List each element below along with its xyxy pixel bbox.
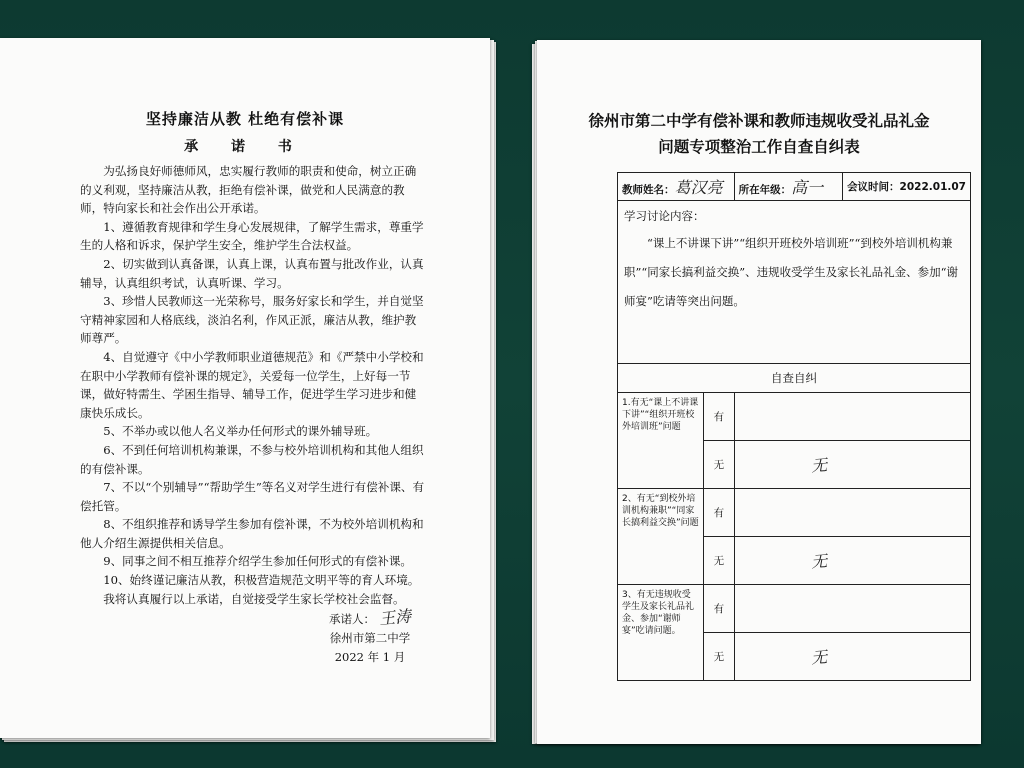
letter-paragraph: 10、始终谨记廉洁从教，积极营造规范文明平等的育人环境。 — [103, 573, 420, 588]
grade-label: 所在年级： — [738, 184, 792, 196]
letter-paragraph: 8、不组织推荐和诱导学生参加有偿补课，不为校外培训机构和他人介绍生源提供相关信息。 — [80, 517, 424, 550]
commitment-letter — [0, 38, 490, 738]
question-text: 1.有无“课上不讲课下讲”“组织开班校外培训班”问题 — [618, 393, 704, 489]
discussion-cell — [618, 201, 971, 364]
grade-value: 高一 — [791, 178, 824, 197]
letter-paragraph: 6、不到任何培训机构兼课，不参与校外培训机构和其他人组织的有偿补课。 — [80, 442, 424, 476]
letter-paragraph: 1、遵循教育规律和学生身心发展规律，了解学生需求，尊重学生的人格和诉求，保护学生安全，维护学生合法权益。 — [80, 219, 424, 253]
yes-label: 有 — [704, 585, 735, 633]
no-answer-handwritten: 无 — [810, 455, 828, 476]
signer-line — [300, 608, 440, 629]
question-row — [618, 489, 971, 537]
teacher-name-label: 教师姓名： — [622, 184, 675, 196]
school-name: 徐州市第二中学 — [329, 631, 411, 645]
question-row — [618, 585, 971, 633]
meeting-time-cell — [843, 173, 971, 201]
letter-paragraph: 3、珍惜人民教师这一光荣称号，服务好家长和学生，并自觉坚守精神家园和人格底线，淡泊名利，作风正派，廉洁从教，维护教师尊严。 — [80, 294, 424, 346]
discussion-text: “课上不讲课下讲”“组织开班校外培训班”“到校外培训机构兼职”“同家长搞利益交换”、违规收受学生及家长礼品礼金、参加“谢师宴”吃请等突出问题。 — [624, 236, 959, 308]
discussion-row — [618, 201, 971, 364]
discussion-label: 学习讨论内容： — [624, 209, 705, 223]
no-label: 无 — [704, 441, 735, 489]
yes-answer-cell — [734, 585, 970, 633]
yes-answer-cell — [734, 489, 970, 537]
letter-subtitle: 承 诺 书 — [184, 139, 306, 155]
commitment-letter-stack — [0, 38, 496, 744]
question-text: 2、有无“到校外培训机构兼职”“同家长搞利益交换”问题 — [618, 489, 704, 585]
teacher-name-value: 葛汉亮 — [674, 178, 723, 197]
signer-label: 承诺人： — [328, 612, 375, 626]
no-answer-cell — [734, 441, 970, 489]
yes-label: 有 — [704, 489, 735, 537]
no-answer-cell — [734, 633, 970, 681]
question-row — [618, 393, 971, 441]
letter-paragraph: 5、不举办或以他人名义举办任何形式的课外辅导班。 — [103, 424, 378, 439]
no-answer-cell — [734, 537, 970, 585]
no-label: 无 — [704, 537, 735, 585]
header-row — [618, 173, 971, 201]
no-label: 无 — [704, 633, 735, 681]
letter-paragraph: 2、切实做到认真备课，认真上课，认真布置与批改作业，认真辅导，认真组织考试，认真听课、学习。 — [80, 256, 424, 290]
question-text: 3、有无违规收受学生及家长礼品礼金、参加“谢师宴”吃请问题。 — [618, 585, 704, 681]
self-check-table — [617, 172, 971, 681]
meeting-time: 会议时间：2022.01.07 — [847, 181, 966, 193]
section-head-row — [618, 364, 971, 393]
letter-paragraph: 7、不以“个别辅导”“帮助学生”等名义对学生进行有偿补课、有偿托管。 — [80, 480, 425, 513]
form-title-line-2: 问题专项整治工作自查自纠表 — [658, 137, 860, 156]
section-title: 自查自纠 — [618, 364, 971, 393]
self-check-form — [537, 40, 981, 744]
teacher-name-cell — [618, 173, 735, 201]
letter-paragraph: 我将认真履行以上承诺，自觉接受学生家长学校社会监督。 — [103, 591, 405, 606]
no-answer-handwritten: 无 — [810, 551, 828, 572]
signature-block — [300, 608, 440, 667]
letter-date: 2022 年 1 月 — [334, 650, 406, 664]
self-check-form-stack — [532, 40, 982, 748]
no-answer-handwritten: 无 — [810, 647, 828, 668]
letter-body — [80, 162, 425, 608]
form-title-line-1: 徐州市第二中学有偿补课和教师违规收受礼品礼金 — [588, 111, 930, 130]
letter-paragraph: 4、自觉遵守《中小学教师职业道德规范》和《严禁中小学校和在职中小学教师有偿补课的规定》，关爱每一位学生，上好每一节课，做好特需生、学困生指导、辅导工作，促进学生学习进步和健康快乐成长。 — [80, 349, 424, 420]
handwritten-signature: 王涛 — [378, 606, 412, 629]
grade-cell — [734, 173, 842, 201]
letter-paragraph: 9、同事之间不相互推荐介绍学生参加任何形式的有偿补课。 — [103, 554, 413, 569]
yes-answer-cell — [734, 393, 970, 441]
yes-label: 有 — [704, 393, 735, 441]
letter-paragraph: 为弘扬良好师德师风，忠实履行教师的职责和使命，树立正确的义利观，坚持廉洁从教，拒绝有偿补课，做党和人民满意的教师，特向家长和社会作出公开承诺。 — [80, 164, 417, 216]
letter-title: 坚持廉洁从教 杜绝有偿补课 — [145, 110, 345, 128]
